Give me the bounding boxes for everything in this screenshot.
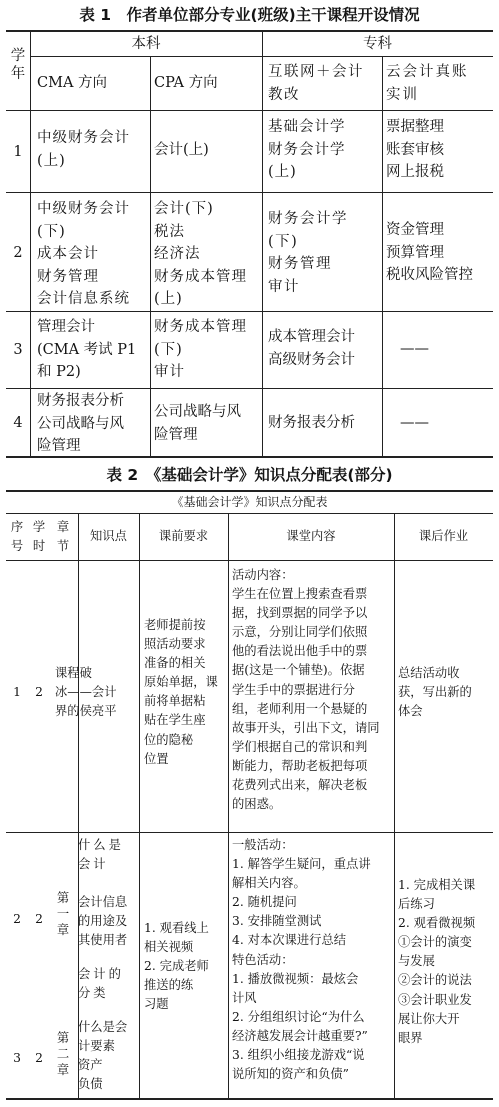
table2-row-divider	[6, 832, 493, 833]
table1-year-cell: 2	[13, 245, 23, 261]
table1-top-rule	[6, 30, 493, 32]
table1-cloud-cell: ——	[400, 341, 429, 357]
table2-header-in-class: 课堂内容	[286, 529, 336, 543]
table1-row-divider	[6, 192, 493, 193]
table1-internet-cell: 财务会计学 (下) 财务管理 审计	[268, 211, 348, 295]
table2-hours-cell: 2	[35, 685, 43, 699]
table2-col-divider	[78, 514, 79, 1098]
table1-header-benke: 本科	[131, 36, 161, 52]
table1-cma-cell: 财务报表分析 公司战略与风 险管理	[37, 393, 124, 454]
table2-chapter-cell: 第 一 章	[56, 891, 70, 937]
table1-year-cell: 3	[13, 342, 23, 358]
table1-col-divider	[30, 31, 31, 456]
table2-bottom-rule	[6, 1098, 493, 1100]
table1-year-cell: 1	[13, 144, 23, 160]
table1-header-cma: CMA 方向	[37, 75, 108, 91]
table2-col-divider	[394, 514, 395, 1098]
table1-col-divider	[262, 31, 263, 456]
table1-cloud-cell: 资金管理 预算管理 税收风险管控	[386, 222, 473, 283]
table2-header-bottom-rule	[6, 560, 493, 561]
table1-year-header: 学 年	[10, 48, 26, 82]
table1-cpa-cell: 财务成本管理 (下) 审计	[154, 319, 247, 380]
table2-seq-cell: 2	[13, 912, 21, 926]
table1-cma-cell: 中级财务会计 (下) 成本会计 财务管理 会计信息系统	[37, 201, 130, 307]
table2-chapter-cell: 第 二 章	[56, 1031, 70, 1077]
table2-caption: 表 2 《基础会计学》知识点分配表(部分)	[106, 466, 393, 484]
table2-in-class-cell: 一般活动： 1. 解答学生疑问，重点讲 解相关内容。 2. 随机提问 3. 安排随堂测试 4. 对本次课进行总结 特色活动： 1. 播放微视频：最炫会 计风 2. 分组组织讨论“为什么 经济越发展会计越重要?” 3. 组织小组接龙游戏“说 说所知的资产和负债”	[232, 838, 371, 1082]
table2-knowledge-point-cell: 什么是会 计要素	[78, 1020, 128, 1054]
table2-in-class-cell: 活动内容： 学生在位置上搜索查看票 据，找到票据的同学予以 示意，分别让同学们依照 他的看法说出他手中的票 据(这是一个铺垫)。依据 学生手中的票据进行分 组，老师利用一个悬疑的 故事开头，引出下文，请同 学们根据自己的常识和判 断能力，帮助老板把每项 花费列式出来，解决老板 的困惑。	[232, 568, 380, 812]
table2-header-seq: 序 号	[10, 520, 24, 554]
table2-col-divider	[228, 514, 229, 1098]
table2-header-after-class: 课后作业	[418, 529, 469, 543]
table2-top-rule	[6, 490, 493, 492]
table2-header-chapter: 章 节	[56, 520, 70, 554]
table1-internet-cell: 基础会计学 财务会计学 (上)	[268, 119, 346, 180]
table2-knowledge-point-cell: 会计的 分类	[78, 967, 124, 1001]
table1-cpa-cell: 会计(上)	[154, 142, 209, 158]
table2-knowledge-point-cell: 课程破 冰——会计 界的侯亮平	[55, 666, 117, 719]
table2-seq-cell: 1	[13, 685, 21, 699]
table2-seq-cell: 3	[13, 1051, 21, 1065]
table1-row-divider	[6, 311, 493, 312]
table1-cma-cell: 中级财务会计 (上)	[37, 130, 130, 169]
table2-col-divider	[139, 514, 140, 1098]
table2-header-pre-class: 课前要求	[158, 529, 209, 543]
table2-pre-class-cell: 1. 观看线上 相关视频 2. 完成老师 推送的练 习题	[144, 921, 209, 1012]
table2-hours-cell: 2	[35, 912, 43, 926]
table1-col-divider	[150, 56, 151, 456]
table1-cma-cell: 管理会计 (CMA 考试 P1 和 P2)	[37, 319, 137, 380]
table1-cpa-cell: 会计(下) 税法 经济法 财务成本管理 (上)	[154, 201, 247, 307]
table2-after-class-cell: 1. 完成相关课 后练习 2. 观看微视频 ①会计的演变 与发展 ②会计的说法 ③会计职业发 展让你大开 眼界	[398, 878, 476, 1045]
table2-subtitle-rule	[6, 513, 493, 514]
table1-header-cpa: CPA 方向	[154, 75, 218, 91]
table2-hours-cell: 2	[35, 1051, 43, 1065]
table2-knowledge-point-cell: 会计信息 的用途及 其使用者	[78, 895, 128, 948]
table1-caption: 表 1 作者单位部分专业(班级)主干课程开设情况	[79, 6, 420, 24]
table1-header-bottom-rule	[6, 110, 493, 111]
table1-year-cell: 4	[13, 415, 23, 431]
table1-internet-cell: 财务报表分析	[268, 415, 355, 431]
table1-cpa-cell: 公司战略与风 险管理	[154, 404, 241, 443]
table1-header-cloud: 云会计真账 实训	[386, 64, 469, 103]
table1-cloud-cell: 票据整理 账套审核 网上报税	[386, 119, 444, 180]
table2-after-class-cell: 总结活动收 获，写出新的 体会	[398, 666, 472, 719]
table2-knowledge-point-cell: 什么是 会计	[78, 838, 124, 872]
table1-row-divider	[6, 388, 493, 389]
table1-header-zhuanke: 专科	[363, 36, 392, 52]
table2-header-hours: 学 时	[32, 520, 46, 554]
table1-cloud-cell: ——	[400, 415, 429, 431]
table2-knowledge-point-cell: 资产 负债	[78, 1058, 103, 1092]
table1-col-divider	[382, 56, 383, 456]
table2-header-knowledge-point: 知识点	[90, 529, 127, 543]
table1-internet-cell: 成本管理会计 高级财务会计	[268, 329, 355, 368]
table1-header-internet: 互联网＋会计 教改	[268, 64, 364, 103]
table2-pre-class-cell: 老师提前按 照活动要求 准备的相关 原始单据，课 前将单据粘 贴在学生座 位的隐秘 位置	[144, 618, 218, 766]
table2-subtitle: 《基础会计学》知识点分配表	[171, 495, 328, 509]
